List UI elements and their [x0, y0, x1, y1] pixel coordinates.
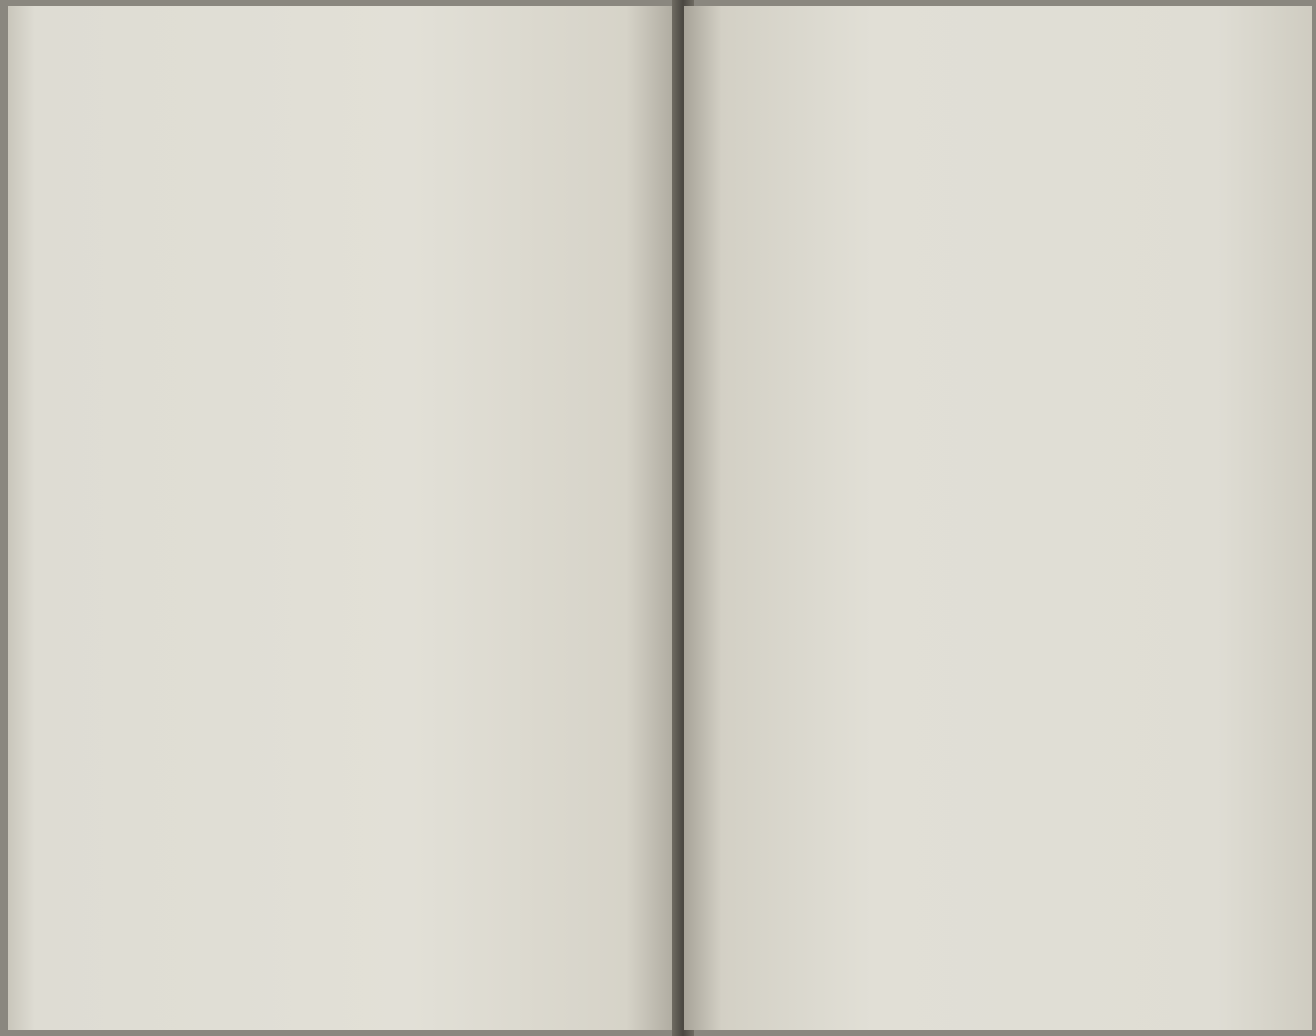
- right-page: [684, 6, 1312, 1030]
- left-page: [8, 6, 680, 1030]
